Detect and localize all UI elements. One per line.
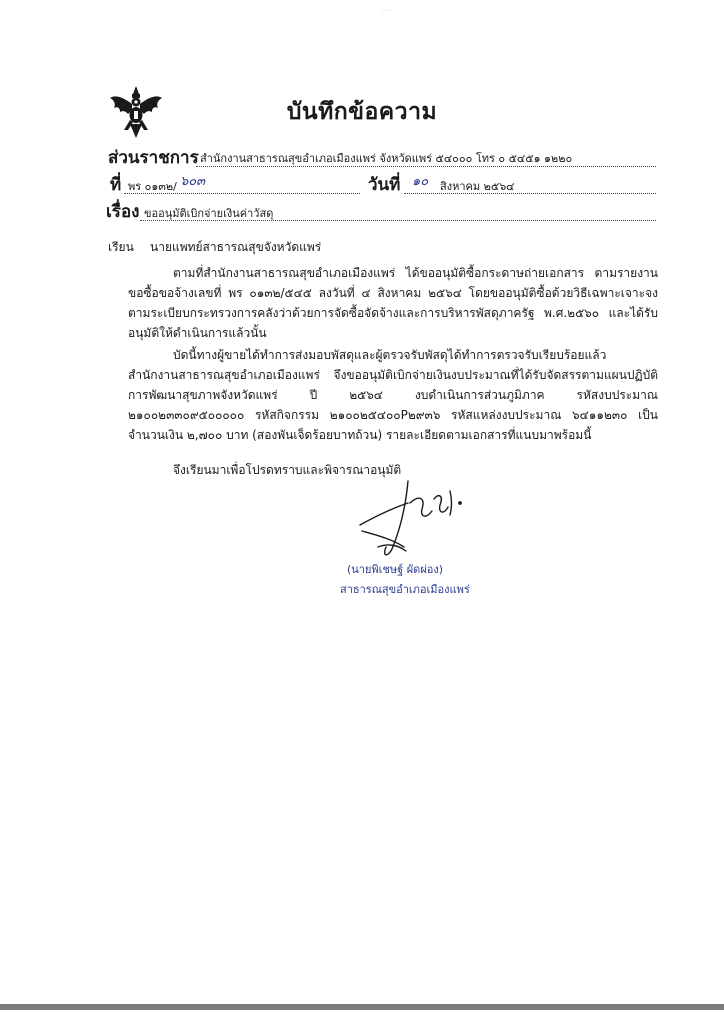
reference-value: พร ๐๑๓๒/ bbox=[128, 180, 177, 193]
date-label: วันที่ bbox=[368, 175, 401, 195]
agency-dotted-line bbox=[196, 166, 656, 167]
memo-title: บันทึกข้อความ bbox=[286, 99, 438, 125]
reference-handwritten-number: ๖๐๓ bbox=[180, 174, 206, 189]
date-value: สิงหาคม ๒๕๖๔ bbox=[440, 180, 515, 193]
subject-dotted-line bbox=[140, 220, 656, 221]
body-paragraph-2: บัดนี้ทางผู้ขายได้ทำการส่งมอบพัสดุและผู้ตรวจรับพัสดุได้ทำการตรวจรับเรียบร้อยแล้ว สำนักงานสาธารณสุขอำเภอเมืองแพร่ จึงขออนุมัติเบิกจ่ายเงินงบประมาณที่ได้รับจัดสรรตามแผนปฏิบัติการพัฒนาสุขภาพจังหวัดแพร่ ปี ๒๕๖๔ งบดำเนินการส่วนภูมิภาค รหัสงบประมาณ ๒๑๐๐๒๓๓๐๙๕๐๐๐๐๐ รหัสกิจกรรม ๒๑๐๐๒๕๔๐๐P๒๙๓๖ รหัสแหล่งงบประมาณ ๖๔๑๑๒๓๐ เป็นจำนวนเงิน ๒,๗๐๐ บาท (สองพันเจ็ดร้อยบาทถ้วน) รายละเอียดตามเอกสารที่แนบมาพร้อมนี้ bbox=[128, 348, 658, 442]
agency-label: ส่วนราชการ bbox=[108, 148, 199, 168]
subject-value: ขออนุมัติเบิกจ่ายเงินค่าวัสดุ bbox=[144, 207, 274, 220]
reference-dotted-line bbox=[124, 193, 360, 194]
subject-label: เรื่อง bbox=[106, 202, 140, 222]
handwritten-signature-icon bbox=[348, 473, 478, 563]
reference-label: ที่ bbox=[110, 175, 122, 195]
scan-bottom-edge bbox=[0, 1004, 724, 1010]
signatory-position: สาธารณสุขอำเภอเมืองแพร่ bbox=[340, 583, 470, 596]
closing-sentence: จึงเรียนมาเพื่อโปรดทราบและพิจารณาอนุมัติ bbox=[173, 463, 402, 477]
body-paragraph-1: ตามที่สำนักงานสาธารณสุขอำเภอเมืองแพร่ ได้ขออนุมัติซื้อกระดาษถ่ายเอกสาร ตามรายงานขอซื้อขอจ้างเลขที่ พร ๐๑๓๒/๕๔๕ ลงวันที่ ๔ สิงหาคม ๒๕๖๔ โดยขออนุมัติซื้อด้วยวิธีเฉพาะเจาะจงตามระเบียบกระทรวงการคลังว่าด้วยการจัดซื้อจัดจ้างและการบริหารพัสดุภาครัฐ พ.ศ.๒๕๖๐ และได้รับอนุมัติให้ดำเนินการแล้วนั้น bbox=[128, 266, 658, 340]
salutation-value: นายแพทย์สาธารณสุขจังหวัดแพร่ bbox=[150, 240, 322, 254]
salutation-label: เรียน bbox=[108, 240, 134, 254]
agency-value: สำนักงานสาธารณสุขอำเภอเมืองแพร่ จังหวัดแพร่ ๕๔๐๐๐ โทร ๐ ๕๔๕๑ ๑๒๒๐ bbox=[200, 152, 573, 165]
signatory-name: (นายพิเชษฐ์ ผัดผ่อง) bbox=[347, 563, 444, 576]
date-dotted-line bbox=[404, 193, 656, 194]
date-handwritten-day: ๑๐ bbox=[412, 174, 429, 189]
faint-scan-mark: ····· bbox=[380, 6, 393, 15]
